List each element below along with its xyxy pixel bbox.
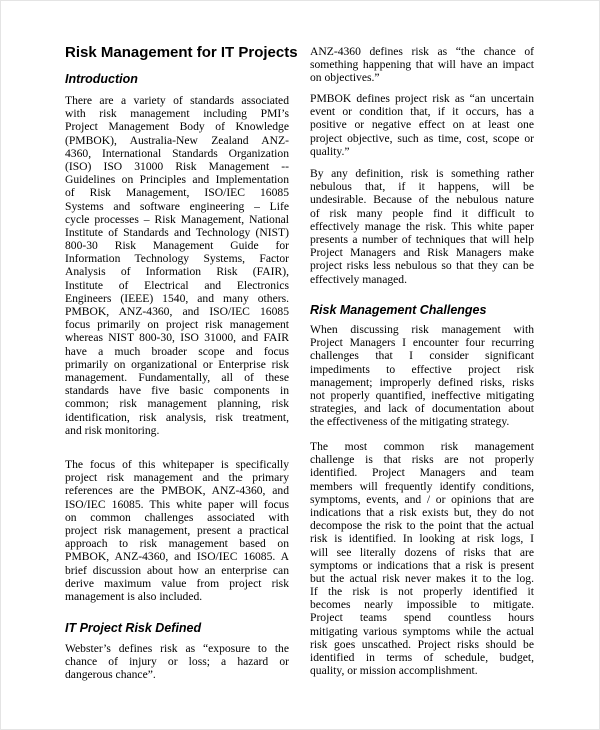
- text-line: of Risk Management, ISO/IEC 16085: [65, 186, 289, 200]
- text-line: standards have five basic components in: [65, 384, 289, 398]
- text-line: ISO/IEC 16085. This white paper will focus: [65, 497, 289, 511]
- text-line: Information Technology Systems, Factor: [65, 252, 289, 266]
- text-line: dangerous chance”.: [65, 668, 156, 682]
- text-line: management is also included.: [65, 589, 203, 603]
- text-line: Institute of Standards and Technology (NIST): [65, 225, 289, 239]
- text-line: Analysis of Information Risk (FAIR),: [65, 265, 289, 279]
- paragraph: [310, 167, 534, 286]
- text-line: whereas NIST 800-30, ISO 31000, and FAIR: [65, 331, 289, 345]
- text-line: and risk monitoring.: [65, 423, 160, 437]
- text-line: positive or negative effect on at least one: [310, 118, 534, 132]
- text-line: Project Managers I encounter four recurring: [310, 336, 534, 350]
- text-line: management; improperly defined risks, risks: [310, 375, 534, 389]
- text-line: references are the PMBOK, ANZ-4360, and: [65, 484, 289, 498]
- document-title: Risk Management for IT Projects: [65, 44, 298, 61]
- text-line: common; risk management planning, risk: [65, 397, 289, 411]
- text-line: project objective, such as time, cost, scope or: [310, 131, 534, 145]
- text-line: Webster’s defines risk as “exposure to the: [65, 642, 289, 655]
- text-line: project risk management, present a practical: [65, 523, 289, 537]
- text-line: (PMBOK), Australia-New Zealand ANZ-: [65, 133, 289, 147]
- text-line: decompose the risk to the point that the actual: [310, 519, 534, 533]
- paragraph: [65, 642, 289, 682]
- text-line: members will frequently identify conditions,: [310, 479, 534, 493]
- text-line: effectively managed.: [310, 272, 407, 286]
- text-line: indications that a risk exists but, they do not: [310, 505, 534, 519]
- text-line: ANZ-4360 defines risk as “the chance of: [310, 45, 534, 58]
- text-line: focus primarily on project risk management: [65, 318, 289, 332]
- text-line: effectively manage the risk. This white paper: [310, 219, 534, 233]
- text-line: When discussing risk management with: [310, 323, 534, 336]
- text-line: approach to risk management based on: [65, 537, 289, 551]
- text-line: If the risk is not properly identified it: [310, 585, 534, 599]
- text-line: Guidelines on Principles and Implementation: [65, 173, 289, 187]
- text-line: nebulous that, if it happens, will be: [310, 180, 534, 194]
- text-line: brief discussion about how an enterprise can: [65, 563, 289, 577]
- text-line: identification, risk analysis, risk treatment,: [65, 410, 289, 424]
- text-line: The focus of this whitepaper is specifically: [65, 458, 289, 471]
- text-line: but the actual risk never makes it to the log.: [310, 571, 534, 585]
- text-line: Systems and software engineering – Life: [65, 199, 289, 213]
- text-line: not properly quantified, ineffective mitigating: [310, 388, 534, 402]
- text-line: chance of injury or loss; a hazard or: [65, 655, 289, 669]
- text-line: primarily on organizational or Enterprise risk: [65, 357, 289, 371]
- text-line: challenge is that risks are not properly: [310, 453, 534, 467]
- text-line: undesirable. Because of the nebulous nature: [310, 193, 534, 207]
- text-line: of risk many people find it difficult to: [310, 206, 534, 220]
- text-line: something happening that will have an impact: [310, 58, 534, 72]
- heading-risk-management-challenges: Risk Management Challenges: [310, 303, 487, 317]
- text-line: challenges that I consider significant: [310, 349, 534, 363]
- text-line: symptoms or indications that a risk is present: [310, 558, 534, 572]
- text-line: strategies, and lack of documentation about: [310, 402, 534, 416]
- paragraph: [310, 92, 534, 158]
- text-line: identified in terms of schedule, budget,: [310, 651, 534, 664]
- text-line: Engineers (IEEE) 1540, and many others.: [65, 291, 289, 305]
- text-line: on common challenges associated with: [65, 510, 289, 524]
- text-line: By any definition, risk is something rather: [310, 167, 534, 180]
- heading-it-project-risk-defined: IT Project Risk Defined: [65, 621, 202, 635]
- paragraph: [310, 323, 534, 429]
- text-line: Institute of Electrical and Electronics: [65, 278, 289, 292]
- text-line: quality.”: [310, 144, 350, 158]
- text-line: 800-30 Risk Management Guide for: [65, 239, 289, 253]
- paragraph: [65, 458, 289, 603]
- text-line: project risk management and the primary: [65, 471, 289, 485]
- text-line: PMBOK defines project risk as “an uncertain: [310, 92, 534, 105]
- text-line: Project Managers and Risk Managers make: [310, 246, 534, 260]
- text-line: Project teams spend countless hours: [310, 611, 534, 625]
- text-line: the effectiveness of the mitigating strategy.: [310, 415, 510, 429]
- heading-introduction: Introduction: [65, 72, 138, 86]
- text-line: identified. Project Managers and team: [310, 466, 534, 480]
- text-line: event or condition that, if it occurs, has a: [310, 105, 534, 119]
- text-line: on objectives.”: [310, 71, 380, 85]
- text-line: Project Management Body of Knowledge: [65, 120, 289, 134]
- text-line: presents a number of techniques that will help: [310, 232, 534, 246]
- paragraph: [310, 440, 534, 677]
- text-line: have a much broader scope and focus: [65, 344, 289, 358]
- text-line: The most common risk management: [310, 440, 534, 453]
- text-line: project risks less nebulous so that they can be: [310, 259, 534, 273]
- paragraph: [310, 45, 534, 85]
- text-line: risk is identified. In looking at risk logs, I: [310, 532, 534, 546]
- text-line: (ISO) ISO 31000 Risk Management --: [65, 159, 289, 173]
- text-line: impediments to effective project risk: [310, 362, 534, 376]
- text-line: derive maximum value from project risk: [65, 576, 289, 590]
- text-line: will see literally dozens of risks that are: [310, 545, 534, 559]
- text-line: quality, or mission accomplishment.: [310, 664, 478, 678]
- paragraph: [65, 94, 289, 437]
- text-line: with risk management including PMI’s: [65, 107, 289, 121]
- text-line: becomes nearly impossible to mitigate.: [310, 598, 534, 612]
- text-line: PMBOK, ANZ-4360, and ISO/IEC 16085. A: [65, 550, 289, 564]
- text-line: 4360, International Standards Organization: [65, 146, 289, 160]
- text-line: cycle processes – Risk Management, National: [65, 212, 289, 226]
- text-line: management. Fundamentally, all of these: [65, 370, 289, 384]
- text-line: PMBOK, ANZ-4360, and ISO/IEC 16085: [65, 305, 289, 318]
- text-line: mitigating various symptoms while the actual: [310, 624, 534, 638]
- text-line: There are a variety of standards associated: [65, 94, 289, 107]
- text-line: symptoms, events, and / or opinions that are: [310, 492, 534, 506]
- text-line: risk goes unscathed. Project risks should be: [310, 637, 534, 651]
